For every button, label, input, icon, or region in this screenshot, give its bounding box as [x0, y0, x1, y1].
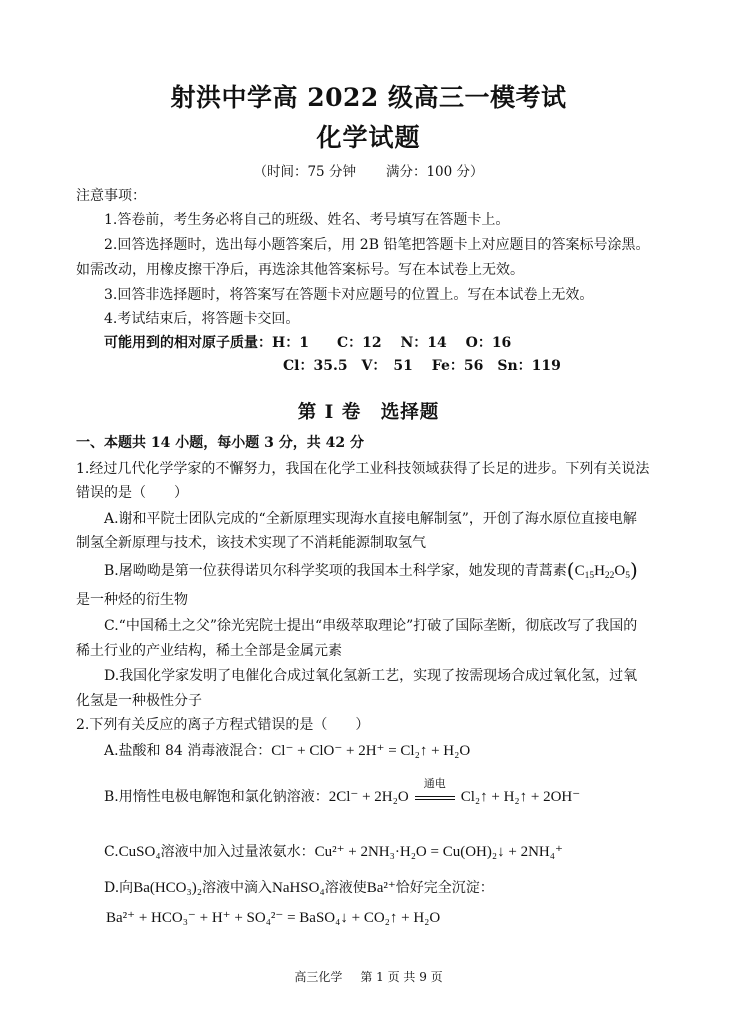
- exam-title: 射洪中学高 2022 级高三一模考试: [170, 83, 567, 112]
- atomic-mass-line-1: [104, 332, 511, 352]
- q1-option-c-cont: 稀土行业的产业结构，稀土全部是金属元素: [76, 643, 342, 659]
- part-heading: 一、本题共 14 小题，每小题 3 分，共 42 分: [76, 435, 364, 451]
- q2-stem: 2.下列有关反应的离子方程式错误的是（ ）: [76, 717, 370, 733]
- notice-heading: 注意事项：: [76, 188, 146, 204]
- exam-full-score: 满分：100 分）: [385, 164, 484, 180]
- page-footer: [0, 968, 737, 985]
- atomic-mass-values-2: Cl：35.5 V： 51 Fe：56 Sn：119: [283, 358, 561, 374]
- page-number: 第 1 页 共 9 页: [360, 970, 443, 984]
- exam-info: [0, 160, 737, 180]
- atomic-mass-label: 可能用到的相对原子质量：: [104, 335, 272, 351]
- artemisinin-formula: $C_{15}H_{22}O_5$: [574, 563, 631, 581]
- notice-item: 3.回答非选择题时，将答案写在答题卡对应题号的位置上。写在本试卷上无效。: [104, 287, 594, 303]
- exam-duration: （时间：75 分钟: [253, 164, 356, 180]
- q2-option-d: D.向Ba(HCO₃)₂溶液中滴入NaHSO₄溶液使Ba²⁺恰好完全沉淀：: [104, 880, 494, 896]
- q2-option-a: A.盐酸和 84 消毒液混合：Cl⁻ + ClO⁻ + 2H⁺ = Cl₂↑ + H₂O: [104, 743, 471, 759]
- subject-title: 化学试题: [316, 123, 421, 152]
- q1-option-a-cont: 制氢全新原理与技术，该技术实现了不消耗能源制取氢气: [76, 535, 426, 551]
- footer-subject: 高三化学: [294, 970, 343, 984]
- q2-option-c: C.CuSO₄溶液中加入过量浓氨水：Cu²⁺ + 2NH₃·H₂O = Cu(OH)₂↓ + 2NH₄⁺: [104, 844, 563, 860]
- q1-option-b-cont: 是一种烃的衍生物: [76, 592, 188, 608]
- notice-item: 4.考试结束后，将答题卡交回。: [104, 311, 300, 327]
- notice-item: 1.答卷前，考生务必将自己的班级、姓名、考号填写在答题卡上。: [104, 212, 510, 228]
- atomic-mass-values-1: H：1 C：12 N：14 O：16: [272, 335, 512, 351]
- q1-option-a: A.谢和平院士团队完成的“全新原理实现海水直接电解制氢”，开创了海水原位直接电解: [104, 511, 637, 527]
- q2-b-equation: 2Cl⁻ + 2H₂O 通电 Cl₂↑ + H₂↑ + 2OH⁻: [328, 778, 581, 805]
- notice-item: 如需改动，用橡皮擦干净后，再选涂其他答案标号。写在本试卷上无效。: [76, 262, 524, 278]
- q1-option-d-cont: 化氢是一种极性分子: [76, 693, 202, 709]
- q1-stem-cont: 错误的是（ ）: [76, 485, 188, 501]
- q1-option-b: B.屠呦呦是第一位获得诺贝尔科学奖项的我国本土科学家，她发现的青蒿素$(C_{15}H_{22}O_5)$: [104, 558, 638, 582]
- q2-c-equation: Cu²⁺ + 2NH₃·H₂O = Cu(OH)₂↓ + 2NH₄⁺: [314, 844, 563, 860]
- notice-item: 2.回答选择题时，选出每小题答案后，用 2B 铅笔把答题卡上对应题目的答案标号涂黑。: [104, 237, 650, 253]
- q2-a-equation: Cl⁻ + ClO⁻ + 2H⁺ = Cl₂↑ + H₂O: [271, 743, 471, 759]
- q1-option-d: D.我国化学家发明了电催化合成过氧化氢新工艺，实现了按需现场合成过氧化氢，过氧: [104, 668, 638, 684]
- q1-stem: 1.经过几代化学学家的不懈努力，我国在化学工业科技领域获得了长足的进步。下列有关说法: [76, 461, 650, 477]
- section-title: 第 I 卷 选择题: [297, 402, 440, 423]
- q2-d-equation: Ba²⁺ + HCO₃⁻ + H⁺ + SO₄²⁻ = BaSO₄↓ + CO₂↑ + H₂O: [106, 910, 441, 926]
- q1-option-c: C.“中国稀土之父”徐光宪院士提出“串级萃取理论”打破了国际垄断，彻底改写了我国的: [104, 618, 638, 634]
- q2-option-b: B.用惰性电极电解饱和氯化钠溶液：2Cl⁻ + 2H₂O 通电 Cl₂↑ + H₂↑ + 2OH⁻: [104, 778, 581, 805]
